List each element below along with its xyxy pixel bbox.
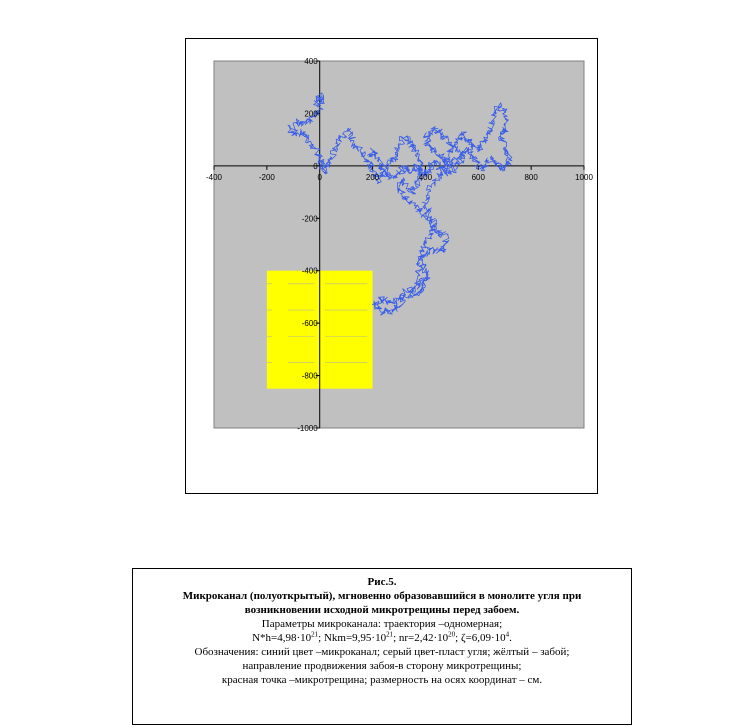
- caption-legend-line2: направление продвижения забоя-в сторону микротрещины;: [242, 660, 522, 672]
- x-tick-label: -200: [258, 172, 275, 182]
- figure-label: Рис.5.: [367, 576, 397, 588]
- caption-legend-line3: красная точка –микротрещина; размерность на осях координат – см.: [221, 674, 543, 686]
- x-tick-label: 600: [471, 172, 485, 182]
- x-tick-label: 1000: [575, 172, 593, 182]
- caption-title-line1: Микроканал (полуоткрытый), мгновенно образовавшийся в монолите угля при: [182, 590, 582, 602]
- y-tick-label: 0: [313, 161, 318, 171]
- x-tick-label: 0: [317, 172, 322, 182]
- chart-frame: [185, 38, 598, 494]
- y-tick-label: -1000: [297, 424, 318, 433]
- y-tick-label: 400: [304, 57, 318, 66]
- x-tick-label: 800: [524, 172, 538, 182]
- y-tick-label: -200: [301, 214, 318, 224]
- y-tick-label: -600: [301, 319, 318, 329]
- y-tick-label: 200: [304, 109, 318, 119]
- chart-svg: [186, 39, 597, 493]
- caption-box: [132, 568, 632, 725]
- x-tick-label: -400: [205, 172, 223, 182]
- param-nr: ; nr=2,42·10: [393, 632, 449, 644]
- x-tick-label: 400: [418, 172, 433, 182]
- caption-title-line2: возникновении исходной микротрещины перед забоем.: [244, 604, 520, 616]
- param-nr-exp: 20: [448, 630, 456, 639]
- y-tick-label: -400: [301, 266, 318, 276]
- param-zeta: ; ζ=6,09·10: [455, 632, 506, 644]
- x-tick-label: 200: [365, 172, 380, 182]
- caption-params-values: [133, 631, 631, 645]
- param-nkm: ; Nkm=9,95·10: [318, 632, 387, 644]
- param-zeta-end: .: [509, 632, 512, 644]
- param-nh-exp: 21: [311, 630, 319, 639]
- param-nkm-exp: 21: [386, 630, 394, 639]
- y-tick-label: -800: [301, 371, 318, 381]
- caption-params-line: Параметры микроканала: траектория –одномерная;: [261, 618, 503, 630]
- param-zeta-exp: 4: [505, 630, 510, 639]
- param-nh: N*h=4,98·10: [252, 632, 312, 644]
- caption-legend-line1: Обозначения: синий цвет –микроканал; серый цвет-пласт угля; жёлтый – забой;: [194, 646, 570, 658]
